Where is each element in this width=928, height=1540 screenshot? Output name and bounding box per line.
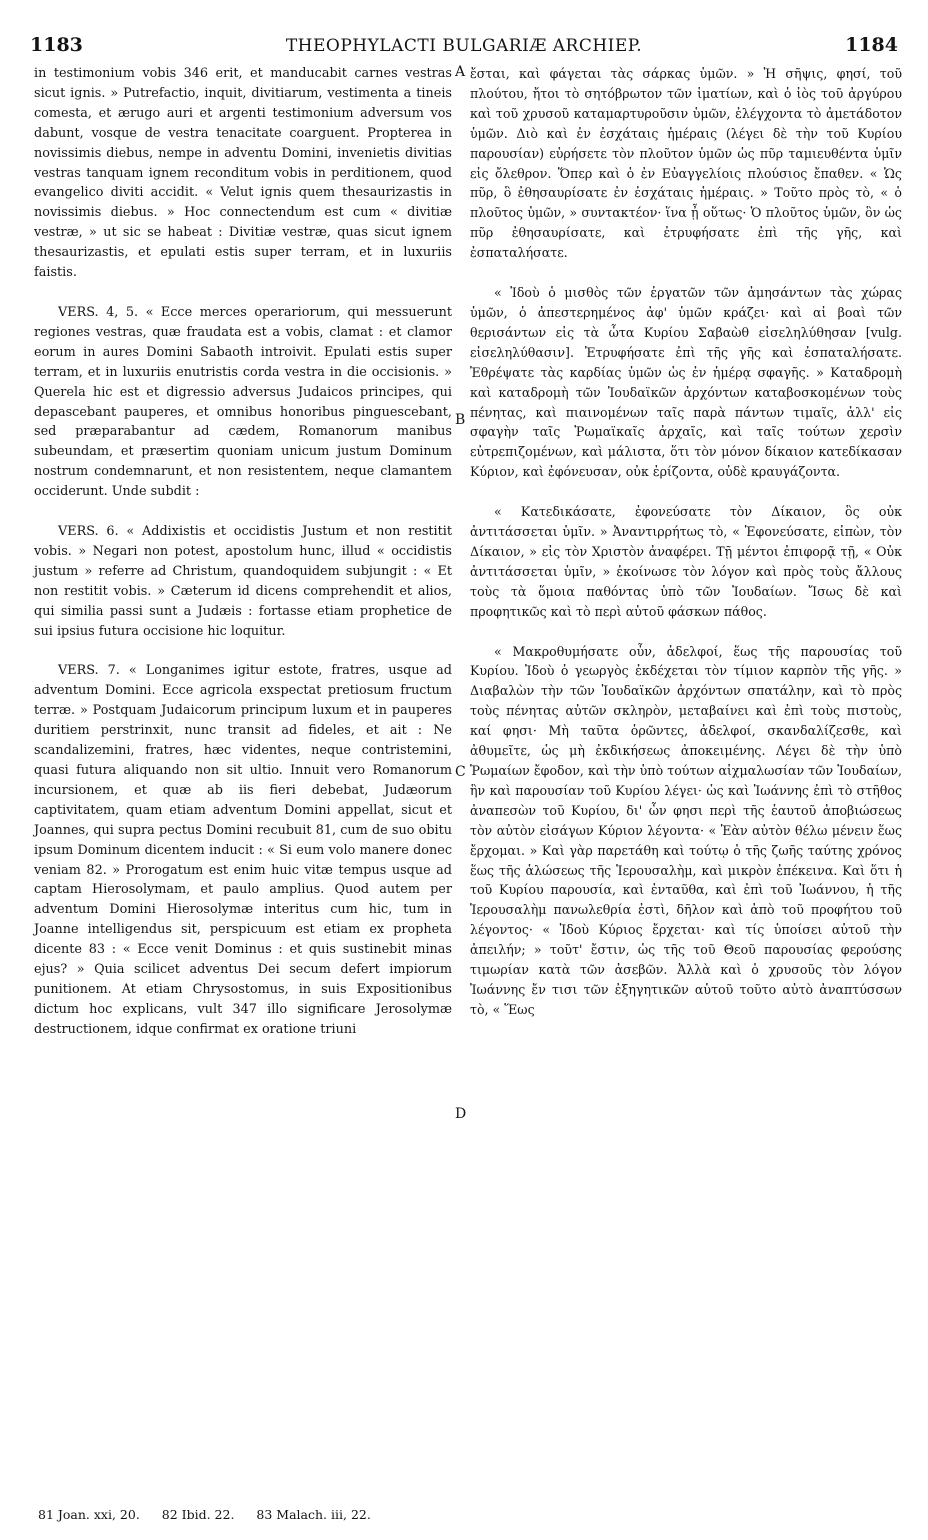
greek-paragraph: « Μακροθυμήσατε οὖν, ἀδελφοί, ἕως τῆς παρουσίας τοῦ Κυρίου. Ἰδοὺ ὁ γεωργὸς ἐκδέχεται τὸν τίμιον καρπὸν τῆς γῆς. » Διαβαλὼν τὴν τῶν Ἰουδαϊκῶν ἀρχόντων σπατάλην, καὶ τὸ πρὸς τοὺς πένητας αὐτῶν σκληρὸν, μεταβαίνει καὶ ἐπὶ τοὺς πιστοὺς, καί φησι· Μὴ ταῦτα ὁρῶντες, ἀδελφοί, σκανδαλίζεσθε, καὶ ἀθυμεῖτε, ὡς μὴ ἐκδικήσεως ἀποκειμένης. Λέγει δὲ τὴν ὑπὸ Ῥωμαίων ἔφοδον, καὶ τὴν ὑπὸ τούτων αἰχμαλωσίαν τῶν Ἰουδαίων, ἣν καὶ παρουσίαν τοῦ Κυρίου λέγει· ὡς καὶ Ἰωάννης ἐπὶ τὸ στῆθος ἀναπεσὼν τοῦ Κυρίου, δι' ὧν φησι περὶ τῆς ἑαυτοῦ ἀποβιώσεως τὸν αὐτὸν εἰσάγων Κύριον λέγοντα· « Ἐὰν αὐτὸν θέλω μένειν ἕως ἔρχομαι. » Καὶ γὰρ παρετάθη καὶ τούτῳ ὁ τῆς ζωῆς ταύτης χρόνος ἕως τῆς ἁλώσεως τῆς Ἱερουσαλὴμ, καὶ μικρὸν ἐπέκεινα. Καὶ ὅτι ἡ τοῦ Κυρίου παρουσία, καὶ ἐνταῦθα, καὶ ἐπὶ τοῦ Ἰωάννου, ἡ τῆς Ἱερουσαλὴμ πανωλεθρία ἐστὶ, δῆλον καὶ ἀπὸ τοῦ προφήτου τοῦ λέγοντος· « Ἰδοὺ Κύριος ἔρχεται· καὶ τίς ὑποίσει αὐτοῦ τὴν ἀπειλήν; » τοῦτ' ἔστιν, ὡς τῆς τοῦ Θεοῦ παρουσίας φερούσης τιμωρίαν κατὰ τῶν ἀσεβῶν. Ἀλλὰ καὶ ὁ χρυσοῦς τὸν λόγον Ἰωάννης ἔν τισι τῶν ἐξηγητικῶν αὑτοῦ τοῦτο αὐτὸ ἀναπτύσσων τὸ, « Ἕως — [470, 643, 902, 1017]
footnotes — [38, 1507, 638, 1522]
margin-marker-b: B — [455, 412, 466, 428]
margin-marker-a: A — [455, 64, 466, 80]
latin-paragraph: VERS. 4, 5. « Ecce merces operariorum, qui messuerunt regiones vestras, quæ fraudata est a vobis, clamat : et clamor eorum in aures Domini Sabaoth introivit. Epulati estis super terram, et in luxuriis enutristis corda vestra in die occisionis. » Querela hic est et digressio adversus Judaicos principes, qui depascebant pauperes, et omnibus honoribus pinguescebant, sed præparabantur ad cædem, Romanorum manibus subeundam, et præsertim quoniam unicum justum Dominum nostrum condemnarunt, et non resistentem, neque clamantem occiderunt. Unde subdit : — [34, 304, 452, 500]
margin-marker-d: D — [455, 1106, 467, 1122]
page-number-left: 1183 — [30, 34, 83, 56]
greek-paragraph: « Κατεδικάσατε, ἐφονεύσατε τὸν Δίκαιον, ὃς οὐκ ἀντιτάσσεται ὑμῖν. » Ἀναντιρρήτως τὸ, « Ἐφονεύσατε, εἰπὼν, τὸν Δίκαιον, » εἰς τὸν Χριστὸν ἀναφέρει. Τῇ μέντοι ἐπιφορᾷ τῇ, « Οὐκ ἀντιτάσσεται ὑμῖν, » ἐκοίνωσε τὸν λόγον καὶ πρὸς τοὺς ἄλλους τοὺς τὰ ὅμοια παθόντας ὑπὸ τῶν Ἰουδαίων. Ἴσως δὲ καὶ προφητικῶς καὶ τὸ περὶ αὑτοῦ φάσκων πάθος. — [470, 504, 902, 619]
footnote: 81 Joan. xxi, 20. — [38, 1507, 140, 1522]
greek-column — [470, 64, 902, 1020]
running-title: THEOPHYLACTI BULGARIÆ ARCHIEP. — [285, 36, 643, 56]
footnote: 82 Ibid. 22. — [161, 1507, 235, 1522]
page-number-right: 1184 — [845, 34, 898, 56]
greek-paragraph: « Ἰδοὺ ὁ μισθὸς τῶν ἐργατῶν τῶν ἀμησάντων τὰς χώρας ὑμῶν, ὁ ἀπεστερημένος ἀφ' ὑμῶν κράζει· καὶ αἱ βοαὶ τῶν θερισάντων εἰς τὰ ὦτα Κυρίου Σαβαὼθ εἰσεληλύθησαν [vulg. εἰσεληλύθασιν]. Ἐτρυφήσατε ἐπὶ τῆς γῆς καὶ ἐσπαταλήσατε. Ἐθρέψατε τὰς καρδίας ὑμῶν ὡς ἐν ἡμέρᾳ σφαγῆς. » Καταδρομὴ καὶ καταδρομὴ τῶν Ἰουδαϊκῶν ἀρχόντων καταβοσκομένων τοὺς πένητας, καὶ πιαινομένων ταῖς παρὰ πάντων τιμαῖς, ἀλλ' εἰς σφαγὴν ταῖς Ῥωμαϊκαῖς ἀρχαῖς, καὶ ταῖς τούτων χερσὶν εὐτρεπιζομένων, καὶ μάλιστα, ὅτι τὸν μόνον δίκαιον κατεδίκασαν Κύριον, καὶ ἐφόνευσαν, οὐκ ἐρίζοντα, οὐδὲ κραυγάζοντα. — [470, 285, 902, 480]
latin-paragraph: in testimonium vobis 346 erit, et manducabit carnes vestras sicut ignis. » Putrefactio, inquit, divitiarum, vestimenta a tineis comesta, et ærugo auri et argenti testimonium adversum vos dabunt, vosque de vestra tenacitate coarguent. Propterea in novissimis diebus, nempe in adventu Domini, invenietis divitias vestras tanquam ignem reconditum vobis in perditionem, quod evangelico diviti accidit. « Velut ignis quem thesaurizastis in novissimis diebus. » Hoc connectendum est cum « divitiæ vestræ, » ut sic se habeat : Divitiæ vestræ, quas sicut ignem thesaurizastis, et epulati estis super terram, et in luxuriis faistis. — [34, 66, 452, 281]
margin-marker-c: C — [455, 764, 466, 780]
latin-paragraph: VERS. 7. « Longanimes igitur estote, fratres, usque ad adventum Domini. Ecce agricola exspectat pretiosum fructum terræ. » Postquam Judaicorum principum luxum et in pauperes duritiem perstrinxit, nunc transit ad fideles, et ait : Ne scandalizemini, fratres, hæc videntes, neque contristemini, quasi futura aliquando non sit ultio. Innuit vero Romanorum incursionem, et quæ ab iis fieri debebat, Judæorum captivitatem, quam etiam adventum Domini appellat, sicut et Joannes, qui supra pectus Domini recubuit 81, cum de suo obitu ipsum Dominum dicentem inducit : « Si eum volo manere donec veniam 82. » Prorogatum est enim huic vitæ tempus usque ad captam Hierosolymam, et paulo amplius. Quod autem per adventum Domini Hierosolymæ interitus cum hic, tum in Joanne intelligendus sit, perspicuum est etiam ex propheta dicente 83 : « Ecce venit Dominus : et quis sustinebit minas ejus? » Quia scilicet adventus Dei secum defert impiorum punitionem. At etiam Chrysostomus, in suis Expositionibus dictum hoc explicans, vult 347 illo significare Jerosolymæ destructionem, idque confirmat ex oratione triuni — [34, 663, 452, 1037]
latin-paragraph: VERS. 6. « Addixistis et occidistis Justum et non restitit vobis. » Negari non potest, apostolum hunc, illud « occidistis justum » referre ad Christum, quandoquidem subjungit : « Et non restitit vobis. » Cæterum id dicens comprehendit et alios, qui similia passi sunt a Judæis : fortasse etiam prophetice de sui ipsius futura occisione hic loquitur. — [34, 524, 452, 639]
latin-column — [34, 64, 452, 1040]
footnote: 83 Malach. iii, 22. — [256, 1507, 371, 1522]
page-header — [30, 34, 898, 60]
greek-paragraph: ἔσται, καὶ φάγεται τὰς σάρκας ὑμῶν. » Ἡ σῆψις, φησί, τοῦ πλούτου, ἤτοι τὸ σητόβρωτον τῶν ἱματίων, καὶ ὁ ἰὸς τοῦ ἀργύρου καὶ τοῦ χρυσοῦ καταμαρτυροῦσιν ὑμῶν, ἐλέγχοντα τὸ ἀμετάδοτον ὑμῶν. Διὸ καὶ ἐν ἐσχάταις ἡμέραις (λέγει δὲ τὴν τοῦ Κυρίου παρουσίαν) εὑρήσετε τὸν πλοῦτον ὑμῶν ὡς πῦρ ταμιευθέντα ὑμῖν εἰς ὄλεθρον. Ὅπερ καὶ ὁ ἐν Εὐαγγελίοις πλούσιος ἔπαθεν. « Ὡς πῦρ, ὃ ἐθησαυρίσατε ἐν ἐσχάταις ἡμέραις. » Τοῦτο πρὸς τὸ, « ὁ πλοῦτος ὑμῶν, » συντακτέον· ἵνα ᾖ οὕτως· Ὁ πλοῦτος ὑμῶν, ὃν ὡς πῦρ ἐθησαυρίσατε, καὶ ἐτρυφήσατε ἐπὶ τῆς γῆς, καὶ ἐσπαταλήσατε. — [470, 66, 902, 261]
